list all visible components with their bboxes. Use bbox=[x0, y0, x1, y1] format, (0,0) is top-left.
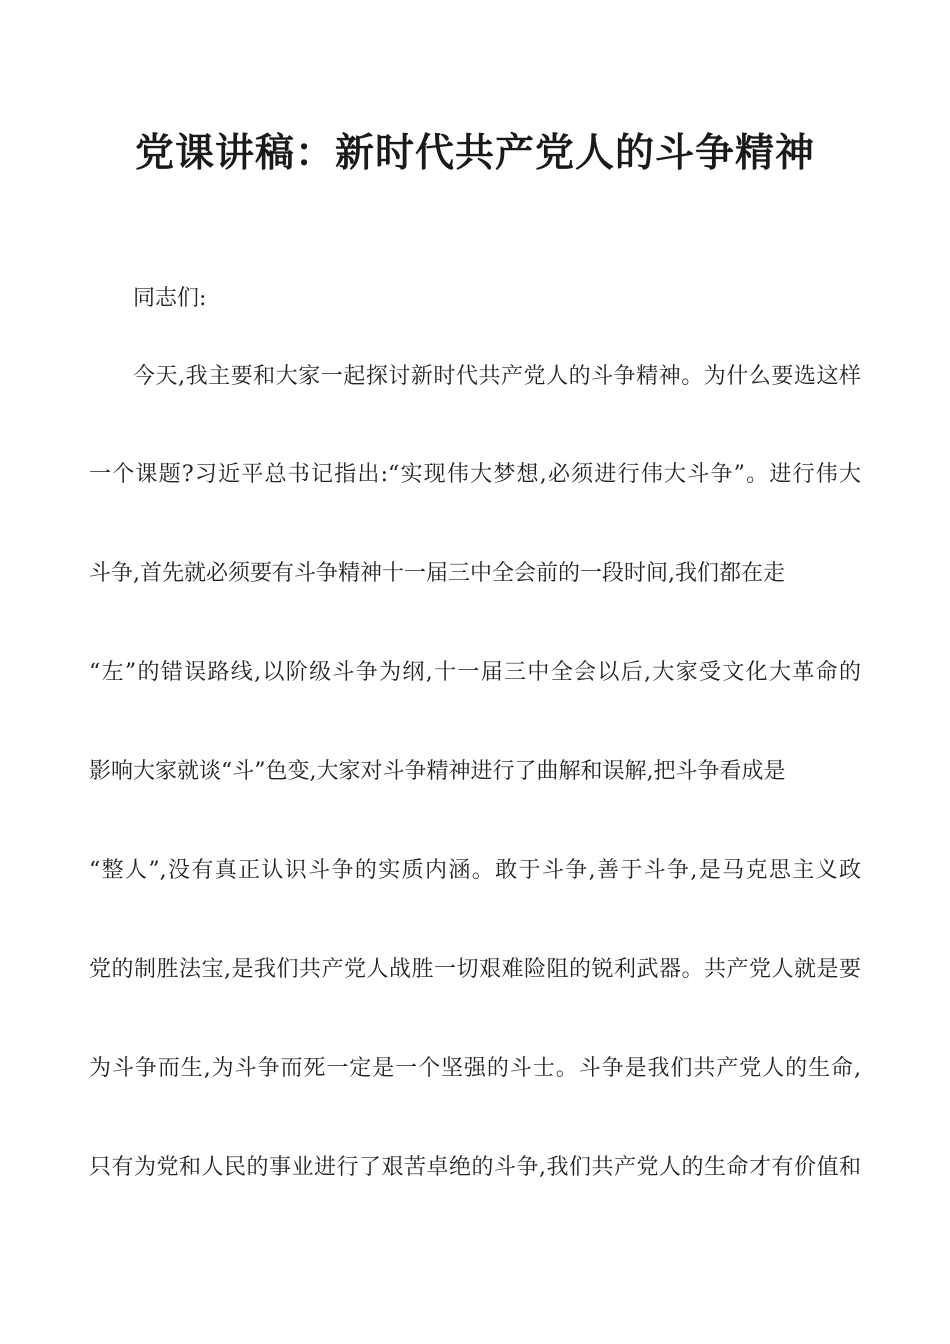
paragraph-line-4: “左”的错误路线,以阶级斗争为纲,十一届三中全会以后,大家受文化大革命的 bbox=[89, 660, 861, 685]
paragraph-line-6: “整人”,没有真正认识斗争的实质内涵。敢于斗争,善于斗争,是马克思主义政 bbox=[89, 858, 861, 883]
salutation: 同志们: bbox=[133, 286, 207, 311]
paragraph-line-9: 只有为党和人民的事业进行了艰苦卓绝的斗争,我们共产党人的生命才有价值和 bbox=[89, 1155, 861, 1180]
paragraph-line-1: 今天,我主要和大家一起探讨新时代共产党人的斗争精神。为什么要选这样 bbox=[133, 364, 861, 389]
paragraph-line-7: 党的制胜法宝,是我们共产党人战胜一切艰难险阻的锐利武器。共产党人就是要 bbox=[89, 957, 861, 982]
paragraph-line-8: 为斗争而生,为斗争而死一定是一个坚强的斗士。斗争是我们共产党人的生命, bbox=[89, 1056, 861, 1081]
document-title: 党课讲稿：新时代共产党人的斗争精神 bbox=[134, 130, 815, 176]
paragraph-line-2: 一个课题?习近平总书记指出:“实现伟大梦想,必须进行伟大斗争”。进行伟大 bbox=[89, 462, 861, 487]
paragraph-line-5: 影响大家就谈“斗”色变,大家对斗争精神进行了曲解和误解,把斗争看成是 bbox=[89, 759, 786, 784]
paragraph-line-3: 斗争,首先就必须要有斗争精神十一届三中全会前的一段时间,我们都在走 bbox=[89, 561, 785, 586]
